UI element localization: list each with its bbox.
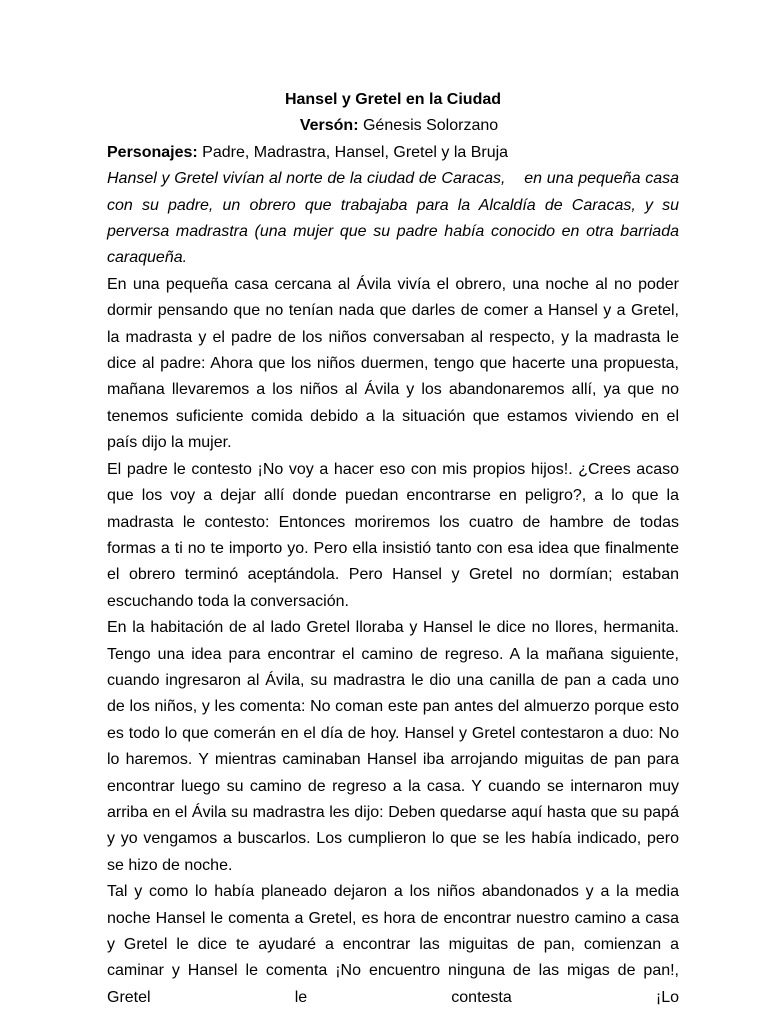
- version-line: [107, 113, 679, 139]
- paragraph-3: El padre le contesto ¡No voy a hacer eso con mis propios hijos!. ¿Crees acaso que los voy a dejar allí donde puedan encontrarse en peligro?, a lo que la madrasta le contesto: Entonces moriremos los cuatro de hambre de todas formas a ti no te importo yo. Pero ella insistió tanto con esa idea que finalmente el obrero terminó aceptándola. Pero Hansel y Gretel no dormían; estaban escuchando toda la conversación.: [107, 460, 679, 610]
- paragraph-5: Tal y como lo había planeado dejaron a los niños abandonados y a la media noche Hansel le comenta a Gretel, es hora de encontrar nuestro camino a casa y Gretel le dice te ayudaré a encontrar las miguitas de pan, comienzan a caminar y Hansel le comenta ¡No encuentro ninguna de las migas de pan!, Gretel le contesta ¡Lo: [107, 883, 679, 1006]
- paragraph-intro: Hansel y Gretel vivían al norte de la ciudad de Caracas, en una pequeña casa con su padre, un obrero que trabajaba para la Alcaldía de Caracas, y su perversa madrastra (una mujer que su padre había conocido en otra barriada caraqueña.: [107, 170, 684, 267]
- version-label: Versón:: [299, 117, 359, 135]
- paragraph-2: En una pequeña casa cercana al Ávila vivía el obrero, una noche al no poder dormir pensando que no tenían nada que darles de comer a Hansel y a Gretel, la madrasta y el padre de los niños conversaban al respecto, y la madrasta le dice al padre: Ahora que los niños duermen, tengo que hacerte una propuesta, mañana llevaremos a los niños al Ávila y los abandonaremos allí, ya que no tenemos suficiente comida debido a la situación que estamos viviendo en el país dijo la mujer.: [107, 275, 679, 452]
- characters-label: Personajes:: [107, 143, 198, 161]
- document-content: [107, 87, 684, 1011]
- characters-line: [107, 140, 679, 166]
- characters-value: Padre, Madrastra, Hansel, Gretel y la Bruja: [202, 143, 509, 161]
- document-title: Hansel y Gretel en la Ciudad: [284, 91, 502, 108]
- version-value: Génesis Solorzano: [362, 117, 499, 135]
- paragraph-4: En la habitación de al lado Gretel lloraba y Hansel le dice no llores, hermanita. Tengo una idea para encontrar el camino de regreso. A la mañana siguiente, cuando ingresaron al Ávila, su madrastra le dio una canilla de pan a cada uno de los niños, y les comenta: No coman este pan antes del almuerzo porque esto es todo lo que comerán en el día de hoy. Hansel y Gretel contestaron a duo: No lo haremos. Y mientras caminaban Hansel iba arrojando miguitas de pan para encontrar luego su camino de regreso a la casa. Y cuando se internaron muy arriba en el Ávila su madrastra les dijo: Deben quedarse aquí hasta que su papá y yo vengamos a buscarlos. Los cumplieron lo que se les había indicado, pero se hizo de noche.: [107, 619, 679, 874]
